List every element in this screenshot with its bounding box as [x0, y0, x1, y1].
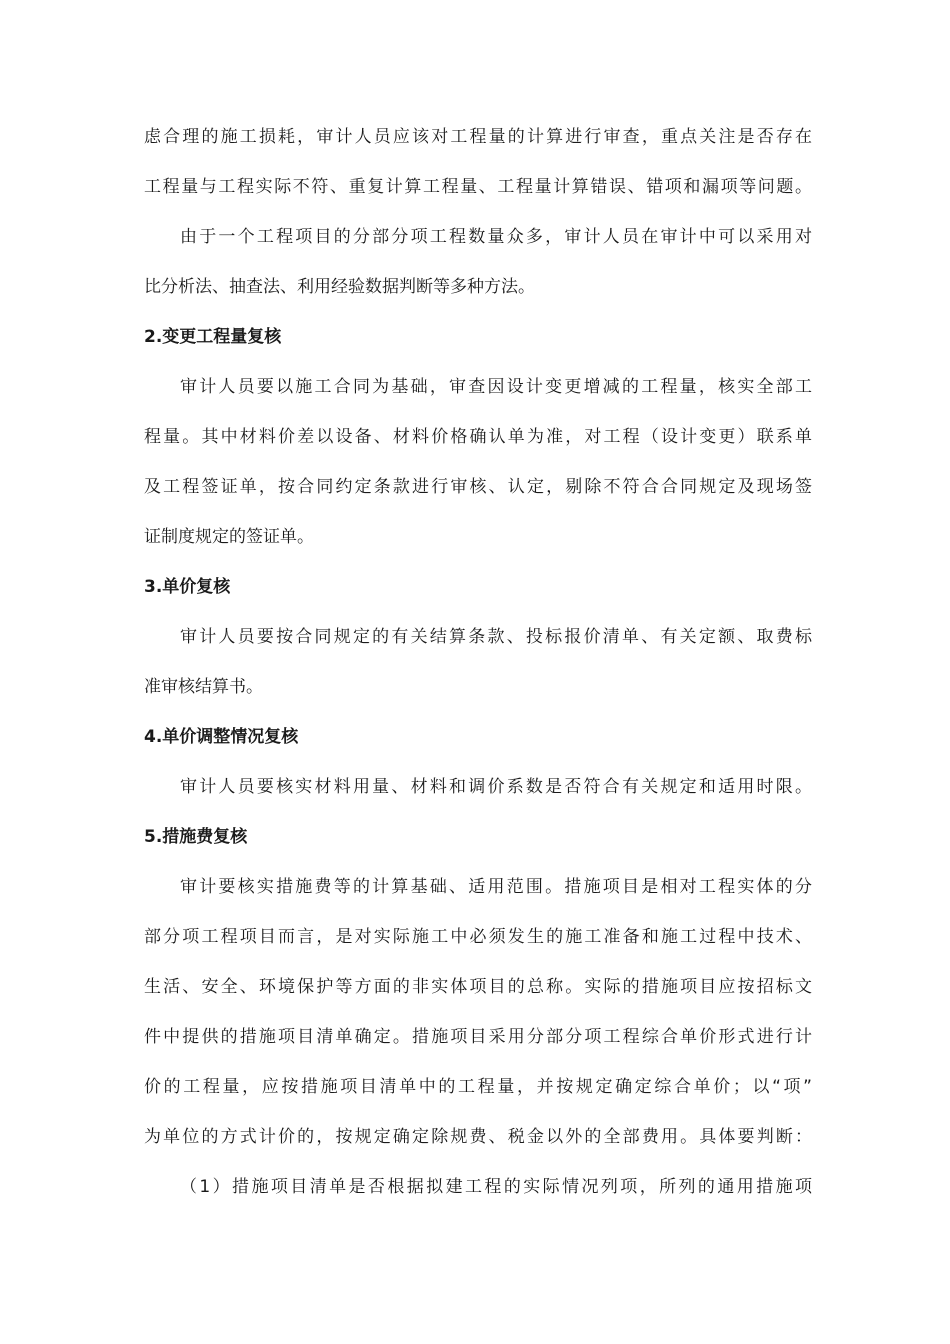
body-line: 为单位的方式计价的，按规定确定除规费、税金以外的全部费用。具体要判断： — [144, 1127, 812, 1147]
section-heading-price-adjustment: 4.单价调整情况复核 — [144, 727, 299, 747]
body-line: 价的工程量，应按措施项目清单中的工程量，并按规定确定综合单价；以“项” — [144, 1077, 812, 1097]
paragraph-start-line: 审计要核实措施费等的计算基础、适用范围。措施项目是相对工程实体的分 — [180, 877, 812, 897]
body-line: 虑合理的施工损耗，审计人员应该对工程量的计算进行审查，重点关注是否存在 — [144, 127, 812, 147]
paragraph-start-line: （1）措施项目清单是否根据拟建工程的实际情况列项，所列的通用措施项 — [180, 1177, 812, 1197]
section-heading-unit-price: 3.单价复核 — [144, 577, 231, 597]
body-line: 程量。其中材料价差以设备、材料价格确认单为准，对工程（设计变更）联系单 — [144, 427, 812, 447]
paragraph-start-line: 审计人员要以施工合同为基础，审查因设计变更增减的工程量，核实全部工 — [180, 377, 812, 397]
body-line: 件中提供的措施项目清单确定。措施项目采用分部分项工程综合单价形式进行计 — [144, 1027, 812, 1047]
paragraph-start-line: 由于一个工程项目的分部分项工程数量众多，审计人员在审计中可以采用对 — [180, 227, 812, 247]
body-line: 证制度规定的签证单。 — [144, 527, 314, 547]
body-line: 比分析法、抽查法、利用经验数据判断等多种方法。 — [144, 277, 535, 297]
body-line: 准审核结算书。 — [144, 677, 263, 697]
body-line: 生活、安全、环境保护等方面的非实体项目的总称。实际的措施项目应按招标文 — [144, 977, 812, 997]
section-heading-change-quantity: 2.变更工程量复核 — [144, 327, 282, 347]
body-line: 工程量与工程实际不符、重复计算工程量、工程量计算错误、错项和漏项等问题。 — [144, 177, 812, 197]
document-body — [144, 112, 812, 1212]
paragraph-start-line: 审计人员要核实材料用量、材料和调价系数是否符合有关规定和适用时限。 — [180, 777, 812, 797]
body-line: 部分项工程项目而言，是对实际施工中必须发生的施工准备和施工过程中技术、 — [144, 927, 812, 947]
section-heading-measures-fee: 5.措施费复核 — [144, 827, 248, 847]
paragraph-start-line: 审计人员要按合同规定的有关结算条款、投标报价清单、有关定额、取费标 — [180, 627, 812, 647]
body-line: 及工程签证单，按合同约定条款进行审核、认定，剔除不符合合同规定及现场签 — [144, 477, 812, 497]
